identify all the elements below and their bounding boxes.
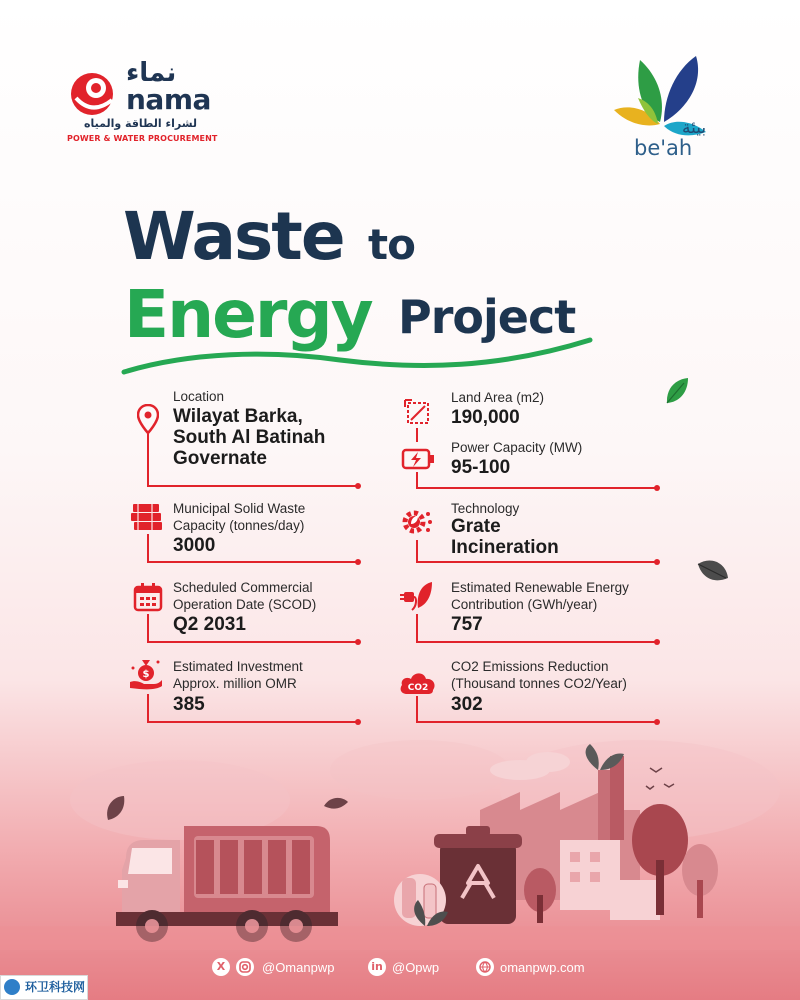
social-handle-x-instagram[interactable]: @Omanpwp	[262, 960, 335, 975]
nama-subtitle-english: POWER & WATER PROCUREMENT	[67, 134, 218, 143]
title-to: to	[368, 220, 415, 269]
msw-label: Municipal Solid Waste Capacity (tonnes/day)	[173, 501, 306, 533]
co2-icon-text: CO2	[407, 683, 429, 693]
scod-value: Q2 2031	[173, 614, 246, 635]
money-hand-icon	[128, 656, 164, 692]
nama-logo-arabic: نماء	[126, 58, 177, 88]
nama-subtitle-arabic: لشراء الطاقة والمياه	[84, 117, 198, 130]
instagram-icon[interactable]	[236, 958, 254, 976]
msw-value: 3000	[173, 535, 216, 556]
garbage-truck-illustration	[116, 826, 338, 942]
investment-label: Estimated Investment Approx. million OMR	[173, 659, 303, 691]
leaf-decoration-icon	[696, 556, 730, 586]
co2-value: 302	[451, 694, 483, 715]
co2-label: CO2 Emissions Reduction (Thousand tonnes CO2/Year)	[451, 659, 627, 691]
location-pin-icon	[137, 404, 159, 434]
location-value: Wilayat Barka, South Al Batinah Governate	[173, 406, 326, 469]
land-area-label: Land Area (m2)	[451, 390, 545, 405]
leaf-decoration-icon	[664, 376, 690, 406]
title-swoosh	[120, 330, 600, 380]
co2-cloud-icon	[398, 668, 438, 696]
website-link[interactable]: omanpwp.com	[500, 960, 585, 975]
title-project: Project	[398, 290, 576, 344]
watermark-logo-icon	[4, 979, 20, 995]
battery-bolt-icon	[401, 447, 435, 471]
watermark-badge: 环卫科技网	[0, 975, 88, 1000]
plug-leaf-icon	[400, 580, 434, 612]
nama-logo-text: nama	[126, 83, 211, 116]
svg-text:$: $	[142, 669, 150, 680]
social-handle-linkedin[interactable]: @Opwp	[392, 960, 440, 975]
globe-icon[interactable]	[476, 958, 494, 976]
calendar-icon	[133, 582, 163, 612]
technology-label: Technology	[451, 501, 520, 516]
location-label: Location	[173, 389, 225, 404]
power-capacity-value: 95-100	[451, 457, 511, 478]
area-icon	[403, 398, 431, 426]
gear-leaf-icon	[400, 506, 434, 538]
technology-value: Grate Incineration	[451, 516, 559, 558]
nama-logo-mark	[66, 64, 124, 118]
x-social-icon[interactable]: X	[212, 958, 230, 976]
title-energy: Energy	[124, 276, 372, 353]
renewable-value: 757	[451, 614, 483, 635]
renewable-label: Estimated Renewable Energy Contribution (GWh/year)	[451, 580, 629, 612]
power-capacity-label: Power Capacity (MW)	[451, 440, 583, 455]
linkedin-icon[interactable]: in	[368, 958, 386, 976]
land-area-value: 190,000	[451, 407, 520, 428]
title-waste: Waste	[123, 198, 344, 275]
investment-value: 385	[173, 694, 205, 715]
waste-bales-icon	[130, 502, 164, 532]
waste-facility-illustration	[0, 730, 800, 950]
scod-label: Scheduled Commercial Operation Date (SCOD)	[173, 580, 317, 612]
beah-logo-arabic: بيئة	[682, 118, 707, 138]
beah-logo-text: be'ah	[634, 136, 693, 160]
connector-line	[415, 428, 445, 446]
